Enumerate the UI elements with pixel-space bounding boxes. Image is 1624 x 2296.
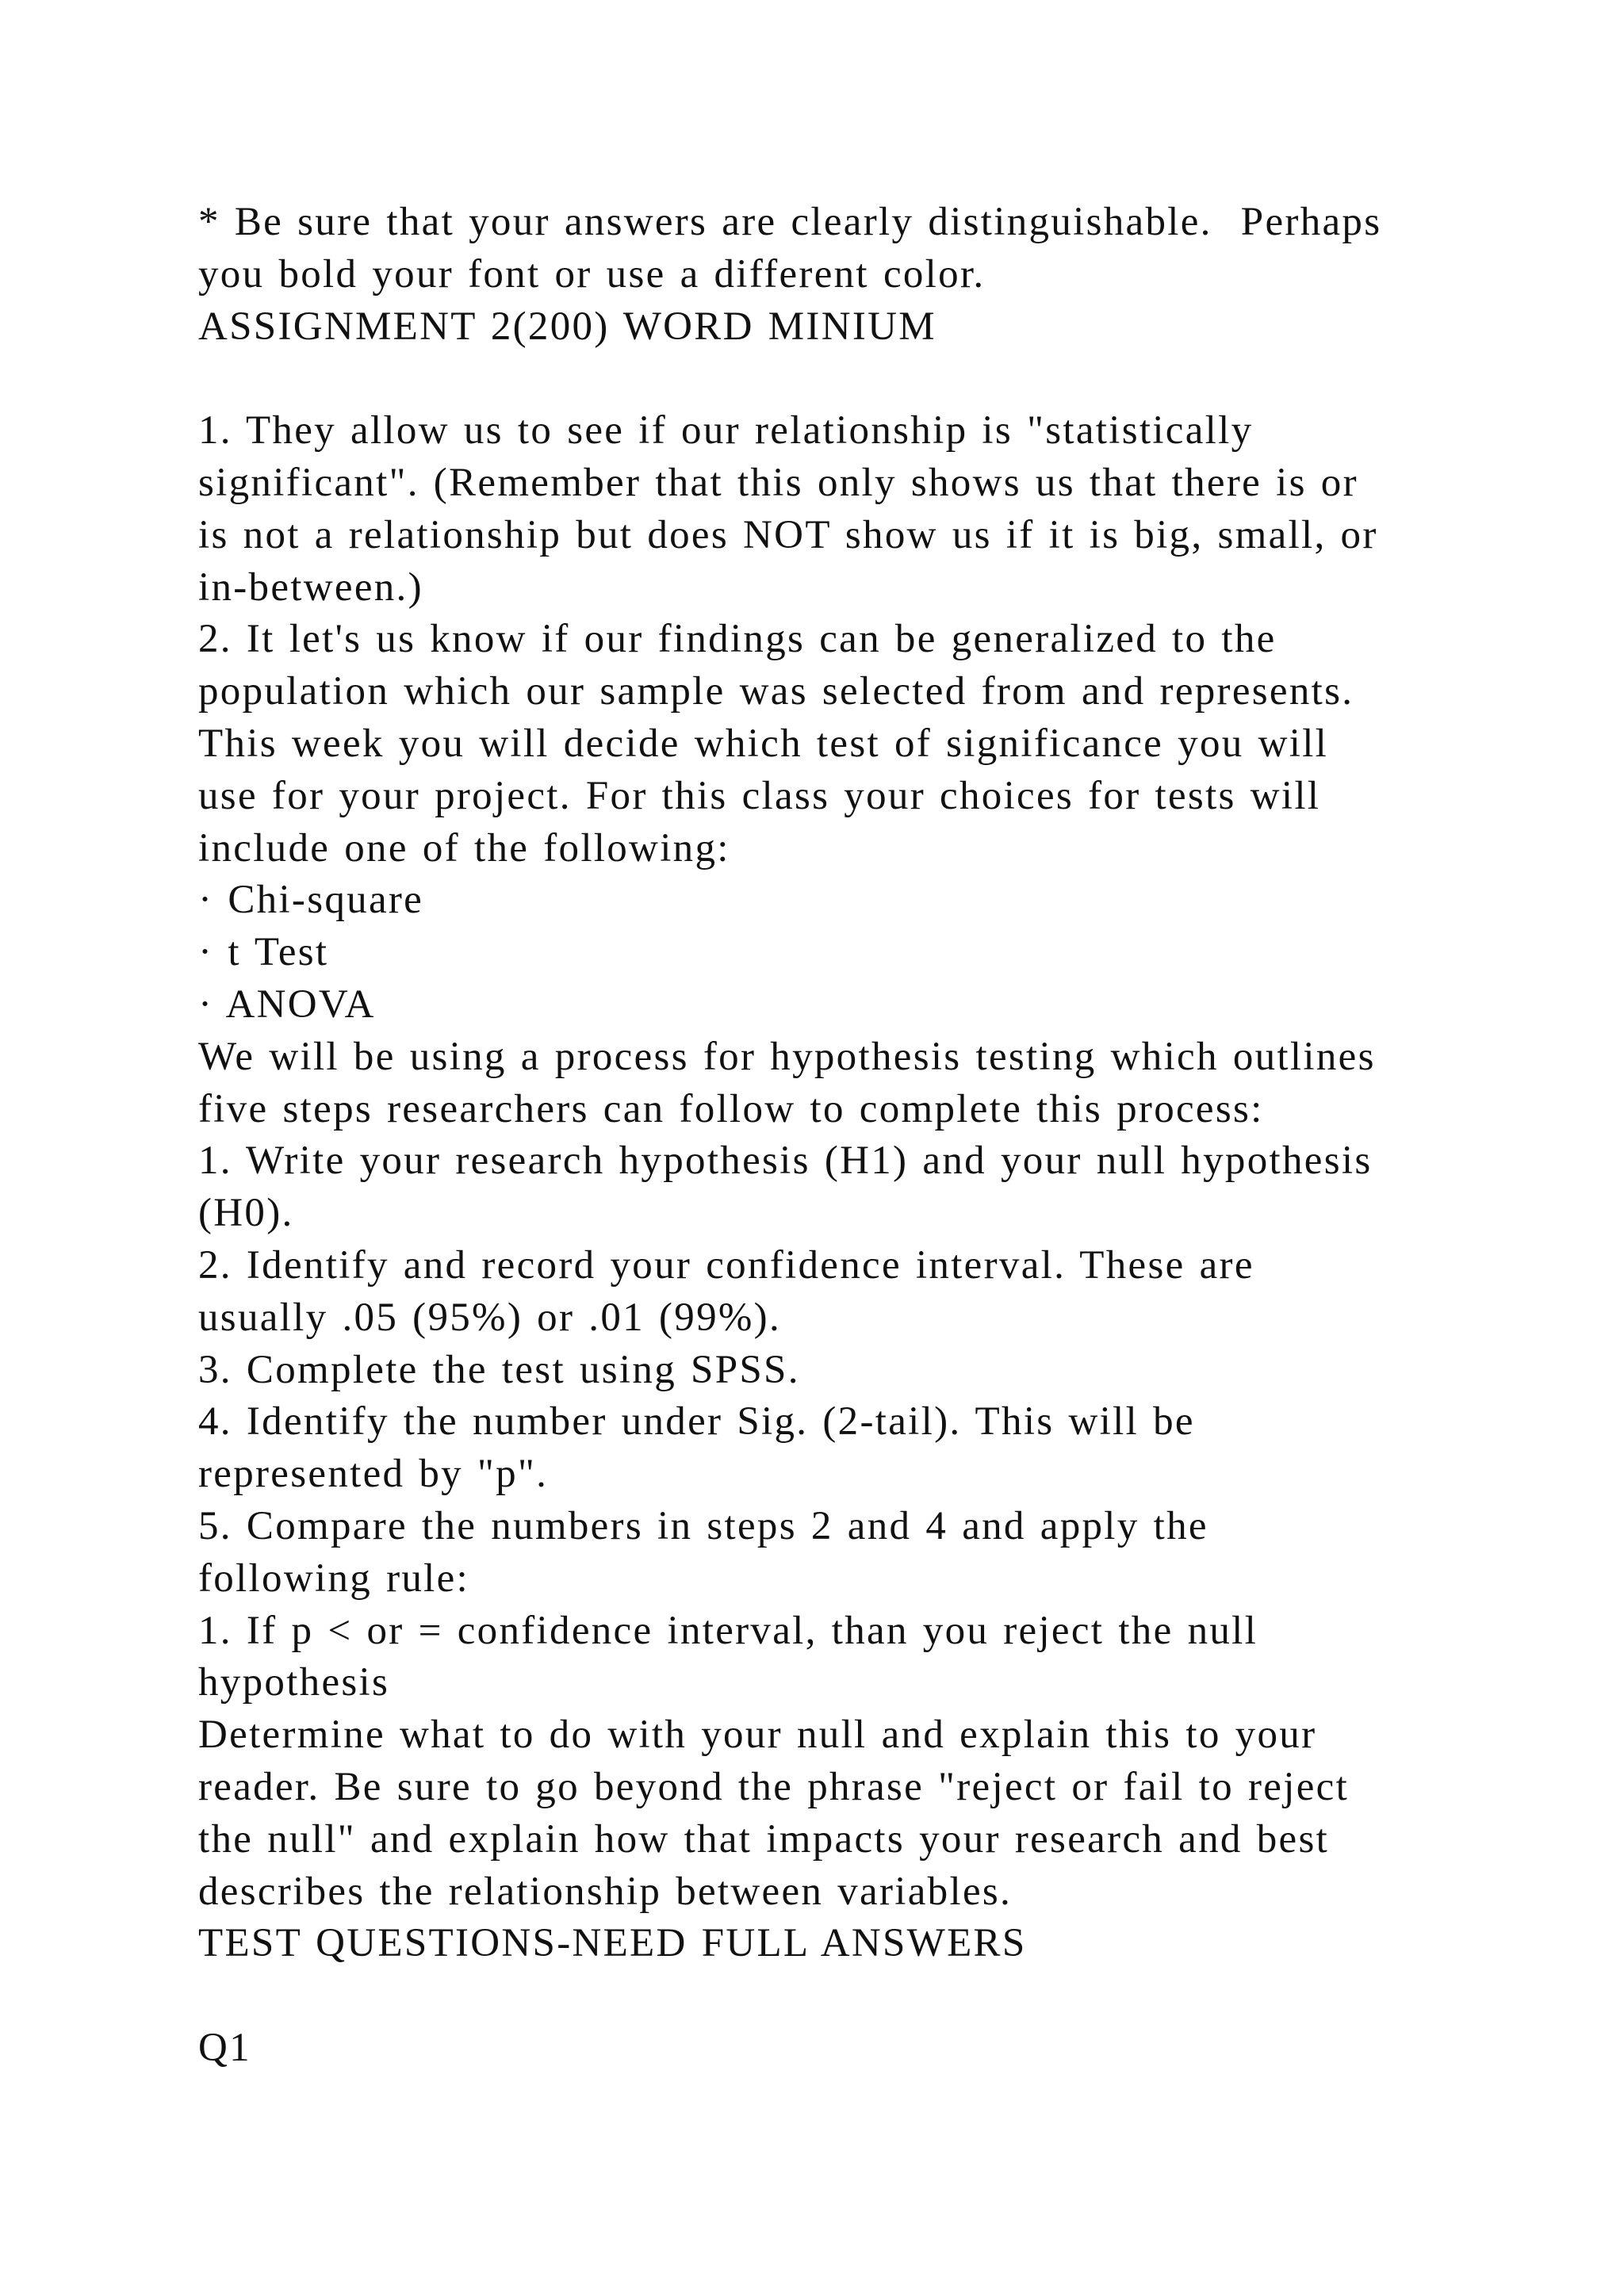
list-item-chi-square: · Chi-square [198, 878, 424, 923]
step-5: 5. Compare the numbers in steps 2 and 4 and apply the [198, 1503, 1208, 1548]
blank-line [198, 353, 1499, 405]
text-line: * Be sure that your answers are clearly distinguishable. Perhaps [198, 200, 1382, 244]
question-label: Q1 [198, 2025, 251, 2070]
assignment-heading: ASSIGNMENT 2(200) WORD MINIUM [198, 304, 936, 349]
step-3: 3. Complete the test using SPSS. [198, 1347, 800, 1392]
list-item-anova: · ANOVA [198, 982, 376, 1027]
text-line: We will be using a process for hypothesis testing which outlines [198, 1034, 1376, 1079]
text-line: Determine what to do with your null and explain this to your [198, 1712, 1317, 1758]
text-line: hypothesis [198, 1660, 390, 1705]
step-2: 2. Identify and record your confidence interval. These are [198, 1242, 1254, 1288]
text-line: is not a relationship but does NOT show us if it is big, small, or [198, 512, 1378, 557]
text-line: in-between.) [198, 564, 423, 610]
blank-line [198, 1970, 1499, 2022]
text-line: significant". (Remember that this only shows us that there is or [198, 460, 1358, 505]
document-body [198, 197, 1499, 2075]
step-1: 1. Write your research hypothesis (H1) and your null hypothesis [198, 1138, 1373, 1184]
step-4: 4. Identify the number under Sig. (2-tail). This will be [198, 1399, 1195, 1445]
text-line: the null" and explain how that impacts your research and best [198, 1816, 1330, 1862]
text-line: represented by "p". [198, 1452, 549, 1497]
text-line: reader. Be sure to go beyond the phrase "reject or fail to reject [198, 1764, 1350, 1809]
text-line: describes the relationship between variables. [198, 1869, 1013, 1914]
text-line: usually .05 (95%) or .01 (99%). [198, 1295, 782, 1340]
text-line: 1. They allow us to see if our relationship is "statistically [198, 408, 1254, 453]
text-line: This week you will decide which test of significance you will [198, 721, 1329, 766]
test-questions-heading: TEST QUESTIONS-NEED FULL ANSWERS [198, 1921, 1027, 1966]
text-line: use for your project. For this class your choices for tests will [198, 773, 1321, 818]
text-line: following rule: [198, 1556, 470, 1601]
list-item-t-test: · t Test [198, 930, 329, 975]
text-line: population which our sample was selected from and represents. [198, 669, 1354, 714]
text-line: five steps researchers can follow to complete this process: [198, 1086, 1264, 1131]
text-line: you bold your font or use a different color. [198, 251, 986, 297]
text-line: (H0). [198, 1191, 294, 1236]
text-line: 2. It let's us know if our findings can be generalized to the [198, 617, 1277, 662]
rule-1: 1. If p < or = confidence interval, than you reject the null [198, 1608, 1258, 1653]
text-line: include one of the following: [198, 825, 730, 871]
